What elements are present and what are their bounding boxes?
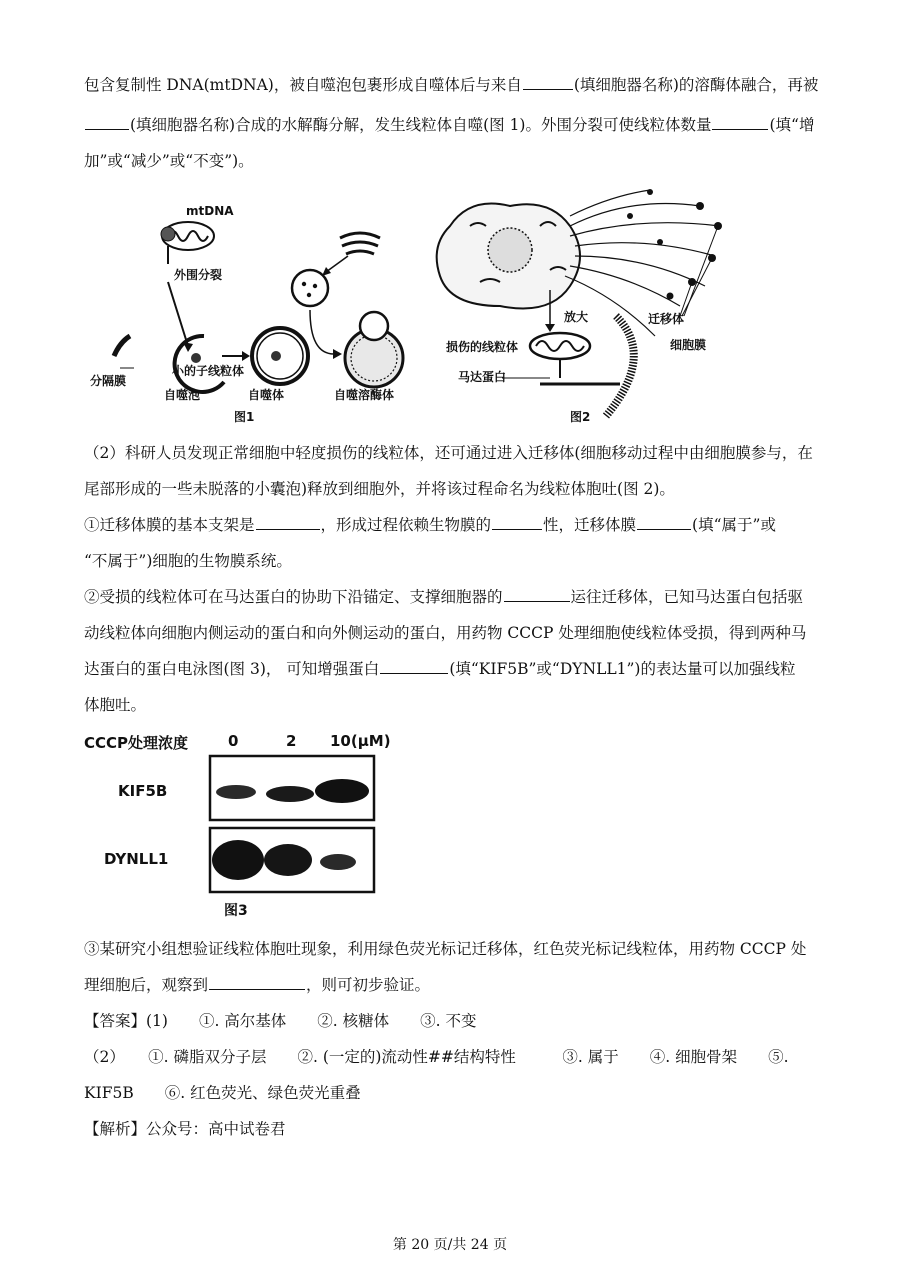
- mitochondrion-icon: [161, 222, 214, 250]
- q2-line-1: （2）科研人员发现正常细胞中轻度损伤的线粒体，还可通过进入迁移体(细胞移动过程中由细胞膜参与，在: [84, 444, 813, 462]
- band-dynll1-2: [264, 844, 312, 876]
- q3-text-b: ，则可初步验证。: [306, 976, 431, 994]
- migrasome-dots: [627, 189, 722, 300]
- intro-text-2a: (填细胞器名称)合成的水解酶分解，发生线粒体自噬(图 1)。外围分裂可使线粒体数量: [130, 116, 712, 134]
- label-small-mitochondrion: 小的子线粒体: [172, 364, 245, 378]
- western-blot: [208, 754, 378, 914]
- fig3-row-dynll1: DYNLL1: [104, 850, 169, 868]
- blank-belongs: [637, 511, 691, 530]
- blank-protein: [380, 655, 448, 674]
- q2-sub2-text-a: ②受损的线粒体可在马达蛋白的协助下沿锚定、支撑细胞器的: [84, 588, 503, 606]
- q3-line-2: [84, 968, 824, 1002]
- figure-2-caption: 图2: [570, 410, 591, 424]
- figure-1-caption: 图1: [234, 410, 255, 424]
- label-cell-membrane: 细胞膜: [670, 338, 707, 352]
- answer-line-3: KIF5B ⑥. 红色荧光、绿色荧光重叠: [84, 1084, 361, 1102]
- q2-sub2-line-1: [84, 580, 824, 614]
- intro-line-1: [84, 68, 824, 102]
- label-peripheral-split: 外围分裂: [174, 268, 223, 282]
- q2-sub2-text-b: 运往迁移体，已知马达蛋白包括驱: [570, 588, 804, 606]
- figure-2-drawing: [430, 186, 730, 426]
- blank-cytoskeleton: [504, 583, 570, 602]
- q2-sub2-line-2: 动线粒体向细胞内侧运动的蛋白和向外侧运动的蛋白，用药物 CCCP 处理细胞使线粒体受损，得到两种马: [84, 624, 807, 642]
- fig3-row-kif5b: KIF5B: [118, 782, 168, 800]
- intro-text-1a: 包含复制性 DNA(mtDNA)，被自噬泡包裹形成自噬体后与来自: [84, 76, 522, 94]
- fig3-conc-10: 10(μM): [330, 732, 391, 750]
- blank-count: [712, 111, 768, 130]
- q2-sub2-line-3: [84, 652, 824, 686]
- label-autolysosome: 自噬溶酶体: [334, 388, 395, 402]
- band-kif5b-10: [315, 779, 369, 803]
- q2-sub2-text-3a: 达蛋白的蛋白电泳图(图 3)， 可知增强蛋白: [84, 660, 380, 678]
- blank-observation: [209, 971, 305, 990]
- blank-organelle-2: [85, 111, 129, 130]
- fig3-conc-0: 0: [228, 732, 239, 750]
- figure-3: [84, 728, 404, 923]
- band-kif5b-2: [266, 786, 314, 802]
- label-autophagosome: 自噬体: [248, 388, 285, 402]
- label-enlarge: 放大: [564, 310, 589, 324]
- analysis-line: 【解析】公众号：高中试卷君: [84, 1120, 286, 1138]
- blank-fluidity: [492, 511, 542, 530]
- label-migrasome: 迁移体: [648, 312, 685, 326]
- band-dynll1-10: [320, 854, 356, 870]
- label-phagophore: 自噬泡: [164, 388, 201, 402]
- q2-sub1-text-a: ①迁移体膜的基本支架是: [84, 516, 255, 534]
- q3-line-1: ③某研究小组想验证线粒体胞吐现象，利用绿色荧光标记迁移体，红色荧光标记线粒体，用药物 CCCP 处: [84, 940, 807, 958]
- label-mtdna: mtDNA: [186, 204, 234, 218]
- intro-line-3: 加”或“减少”或“不变”)。: [84, 152, 254, 170]
- intro-text-1b: (填细胞器名称)的溶酶体融合，再被: [573, 76, 819, 94]
- q2-sub1-text-b: ，形成过程依赖生物膜的: [320, 516, 492, 534]
- q2-line-2: 尾部形成的一些未脱落的小囊泡)释放到细胞外，并将该过程命名为线粒体胞吐(图 2)。: [84, 480, 675, 498]
- q2-sub2-line-4: 体胞吐。: [84, 696, 147, 714]
- q2-sub1-text-c: 性，迁移体膜: [543, 516, 637, 534]
- blank-membrane-framework: [256, 511, 320, 530]
- q2-sub1-text-d: (填“属于”或: [692, 516, 776, 534]
- fig3-conc-2: 2: [286, 732, 297, 750]
- figure-3-caption: 图3: [224, 903, 248, 919]
- label-motor-protein: 马达蛋白: [458, 370, 507, 384]
- q2-sub2-text-3b: (填“KIF5B”或“DYNLL1”)的表达量可以加强线粒: [449, 660, 796, 678]
- label-damaged-mitochondrion: 损伤的线粒体: [446, 340, 519, 354]
- answer-line-2: （2） ①. 磷脂双分子层 ②. (一定的)流动性##结构特性 ③. 属于 ④. 细胞骨架 ⑤.: [84, 1048, 789, 1066]
- figure-2: [430, 186, 730, 426]
- q2-sub1-line-1: [84, 508, 824, 542]
- band-dynll1-0: [212, 840, 264, 880]
- q3-text-a: 理细胞后，观察到: [84, 976, 209, 994]
- intro-text-2b: (填“增: [769, 116, 815, 134]
- page-footer: 第 20 页/共 24 页: [392, 1237, 508, 1253]
- band-kif5b-0: [216, 785, 256, 799]
- retraction-fibers: [565, 190, 720, 336]
- fig3-title: CCCP处理浓度: [84, 734, 189, 752]
- blank-organelle-1: [523, 71, 573, 90]
- q2-sub1-line-2: “不属于”)细胞的生物膜系统。: [84, 552, 292, 570]
- answer-line-1: 【答案】(1) ①. 高尔基体 ②. 核糖体 ③. 不变: [84, 1012, 477, 1030]
- intro-line-2: [84, 108, 824, 142]
- figure-1: [84, 196, 414, 426]
- label-isolation-membrane: 分隔膜: [90, 374, 127, 388]
